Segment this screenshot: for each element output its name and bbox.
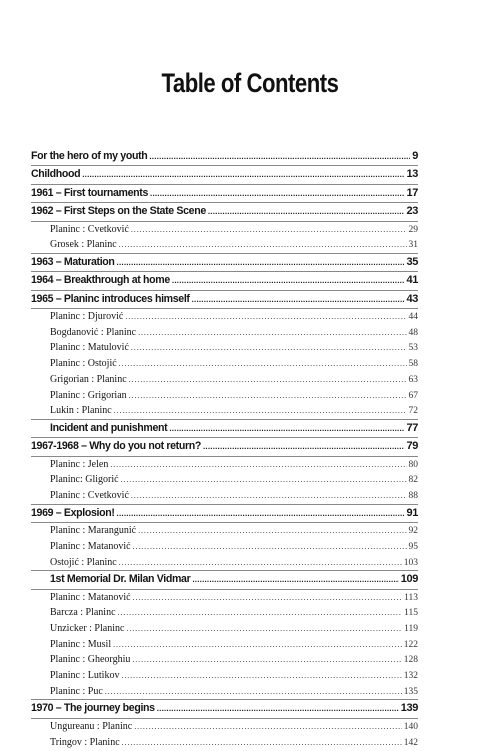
toc-page-number: 58	[409, 357, 419, 373]
toc-entry-label: 1964 – Breakthrough at home	[31, 272, 170, 289]
dot-leader	[133, 590, 403, 606]
toc-game-entry[interactable]	[31, 684, 418, 700]
toc-page-number: 77	[406, 420, 418, 437]
toc-page-number: 31	[409, 238, 419, 254]
toc-entry-label: Bogdanović : Planinc	[50, 325, 136, 341]
toc-entry-label: Grosek : Planinc	[50, 237, 117, 253]
toc-entry-label: 1970 – The journey begins	[31, 700, 155, 717]
dot-leader	[132, 652, 401, 668]
dot-leader	[169, 420, 404, 437]
toc-chapter-entry[interactable]	[31, 203, 418, 220]
dot-leader	[131, 222, 407, 238]
toc-game-entry[interactable]	[31, 488, 418, 504]
toc-game-entry[interactable]	[31, 372, 418, 388]
dot-leader	[131, 340, 407, 356]
toc-entry-label: Planinc : Cvetković	[50, 222, 129, 238]
toc-entry-label: Planinc : Grigorian	[50, 388, 127, 404]
toc-entry-label: 1965 – Planinc introduces himself	[31, 291, 190, 308]
toc-page-number: 113	[404, 591, 418, 607]
toc-entry-label: Planinc : Marangunić	[50, 523, 136, 539]
toc-game-entry[interactable]	[31, 719, 418, 735]
toc-entry-label: Tringov : Planinc	[50, 735, 120, 751]
toc-entry-label: Incident and punishment	[31, 420, 167, 437]
dot-leader	[114, 403, 407, 419]
dot-leader	[150, 185, 404, 202]
dot-leader	[129, 388, 407, 404]
dot-leader	[118, 605, 403, 621]
toc-game-entry[interactable]	[31, 605, 418, 621]
toc-page-number: 122	[404, 638, 418, 654]
toc-entry-label: Planinc : Puc	[50, 684, 103, 700]
toc-page-number: 132	[404, 669, 418, 685]
toc-entry-label: 1962 – First Steps on the State Scene	[31, 203, 206, 220]
toc-subchapter-entry[interactable]	[31, 571, 418, 588]
toc-entry-label: Grigorian : Planinc	[50, 372, 127, 388]
dot-leader	[119, 237, 407, 253]
toc-entry-label: Planinc : Djurović	[50, 309, 123, 325]
toc-page-number: 35	[406, 254, 418, 271]
toc-entry-label: Planinc: Gligorić	[50, 472, 119, 488]
dot-leader	[208, 203, 405, 220]
toc-page-number: 142	[404, 736, 418, 751]
toc-game-entry[interactable]	[31, 539, 418, 555]
toc-page-number: 119	[404, 622, 418, 638]
toc-page-number: 103	[404, 556, 418, 572]
dot-leader	[192, 291, 405, 308]
toc-page-number: 140	[404, 720, 418, 736]
toc-subchapter-entry[interactable]	[31, 420, 418, 437]
toc-chapter-entry[interactable]	[31, 438, 418, 455]
toc-game-entry[interactable]	[31, 237, 418, 253]
toc-entry-label: Planinc : Matanović	[50, 590, 131, 606]
toc-entry-label: Ostojić : Planinc	[50, 555, 117, 571]
toc-entry-label: Planinc : Lutikov	[50, 668, 119, 684]
toc-game-entry[interactable]	[31, 457, 418, 473]
toc-entry-label: Barcza : Planinc	[50, 605, 116, 621]
toc-game-entry[interactable]	[31, 621, 418, 637]
dot-leader	[138, 325, 406, 341]
toc-chapter-entry[interactable]	[31, 254, 418, 271]
toc-game-entry[interactable]	[31, 356, 418, 372]
dot-leader	[119, 356, 407, 372]
toc-page-number: 9	[412, 148, 418, 165]
dot-leader	[82, 166, 404, 183]
toc-page-number: 139	[401, 700, 418, 717]
toc-page-number: 88	[409, 489, 419, 505]
toc-entry-label: Planinc : Musil	[50, 637, 111, 653]
toc-game-entry[interactable]	[31, 309, 418, 325]
table-of-contents	[31, 148, 418, 750]
dot-leader	[149, 148, 410, 165]
toc-chapter-entry[interactable]	[31, 700, 418, 717]
toc-game-entry[interactable]	[31, 735, 418, 751]
toc-game-entry[interactable]	[31, 555, 418, 571]
toc-game-entry[interactable]	[31, 222, 418, 238]
dot-leader	[119, 555, 402, 571]
toc-page-number: 29	[409, 223, 419, 239]
dot-leader	[157, 700, 399, 717]
toc-chapter-entry[interactable]	[31, 185, 418, 202]
toc-page-number: 63	[409, 373, 419, 389]
dot-leader	[117, 505, 405, 522]
toc-entry-label: Planinc : Cvetković	[50, 488, 129, 504]
toc-entry-label: Planinc : Matanović	[50, 539, 131, 555]
dot-leader	[105, 684, 402, 700]
toc-game-entry[interactable]	[31, 403, 418, 419]
toc-page-number: 82	[409, 473, 419, 489]
toc-page-number: 80	[409, 458, 419, 474]
toc-page-number: 72	[409, 404, 419, 420]
dot-leader	[134, 719, 402, 735]
dot-leader	[121, 472, 407, 488]
toc-game-entry[interactable]	[31, 637, 418, 653]
toc-entry-label: Planinc : Jelen	[50, 457, 108, 473]
toc-chapter-entry[interactable]	[31, 505, 418, 522]
toc-entry-label: 1961 – First tournaments	[31, 185, 148, 202]
toc-page-number: 91	[406, 505, 418, 522]
dot-leader	[122, 735, 402, 751]
toc-chapter-entry[interactable]	[31, 272, 418, 289]
dot-leader	[203, 438, 404, 455]
dot-leader	[117, 254, 405, 271]
toc-page-number: 23	[406, 203, 418, 220]
toc-game-entry[interactable]	[31, 652, 418, 668]
toc-chapter-entry[interactable]	[31, 166, 418, 183]
toc-game-entry[interactable]	[31, 668, 418, 684]
toc-page-number: 41	[406, 272, 418, 289]
toc-entry-label: Planinc : Ostojić	[50, 356, 117, 372]
dot-leader	[192, 571, 398, 588]
toc-entry-label: 1967-1968 – Why do you not return?	[31, 438, 201, 455]
dot-leader	[126, 621, 402, 637]
toc-page-number: 135	[404, 685, 418, 701]
toc-page-number: 48	[409, 326, 419, 342]
toc-game-entry[interactable]	[31, 523, 418, 539]
toc-entry-label: 1969 – Explosion!	[31, 505, 115, 522]
toc-entry-label: 1963 – Maturation	[31, 254, 115, 271]
toc-entry-label: For the hero of my youth	[31, 148, 147, 165]
toc-page-number: 44	[409, 310, 419, 326]
toc-page-number: 109	[401, 571, 418, 588]
toc-chapter-entry[interactable]	[31, 291, 418, 308]
dot-leader	[133, 539, 407, 555]
toc-page-number: 17	[406, 185, 418, 202]
dot-leader	[172, 272, 405, 289]
toc-game-entry[interactable]	[31, 472, 418, 488]
toc-page-number: 67	[409, 389, 419, 405]
toc-entry-label: Ungureanu : Planinc	[50, 719, 132, 735]
toc-entry-label: Unzicker : Planinc	[50, 621, 124, 637]
toc-entry-label: Childhood	[31, 166, 80, 183]
toc-page-number: 95	[409, 540, 419, 556]
dot-leader	[129, 372, 407, 388]
toc-entry-label: Planinc : Matulović	[50, 340, 129, 356]
toc-page-number: 79	[406, 438, 418, 455]
toc-page-number: 13	[406, 166, 418, 183]
dot-leader	[125, 309, 406, 325]
toc-game-entry[interactable]	[31, 590, 418, 606]
toc-page-number: 115	[404, 606, 418, 622]
page-title: Table of Contents	[45, 68, 455, 99]
dot-leader	[113, 637, 402, 653]
toc-page-number: 43	[406, 291, 418, 308]
toc-chapter-entry[interactable]	[31, 148, 418, 165]
toc-page-number: 128	[404, 653, 418, 669]
toc-entry-label: 1st Memorial Dr. Milan Vidmar	[31, 571, 190, 588]
toc-page-number: 53	[409, 341, 419, 357]
toc-game-entry[interactable]	[31, 388, 418, 404]
toc-page-number: 92	[409, 524, 419, 540]
toc-game-entry[interactable]	[31, 325, 418, 341]
toc-game-entry[interactable]	[31, 340, 418, 356]
dot-leader	[138, 523, 406, 539]
dot-leader	[121, 668, 401, 684]
toc-entry-label: Lukin : Planinc	[50, 403, 112, 419]
dot-leader	[131, 488, 407, 504]
toc-entry-label: Planinc : Gheorghiu	[50, 652, 130, 668]
dot-leader	[110, 457, 406, 473]
